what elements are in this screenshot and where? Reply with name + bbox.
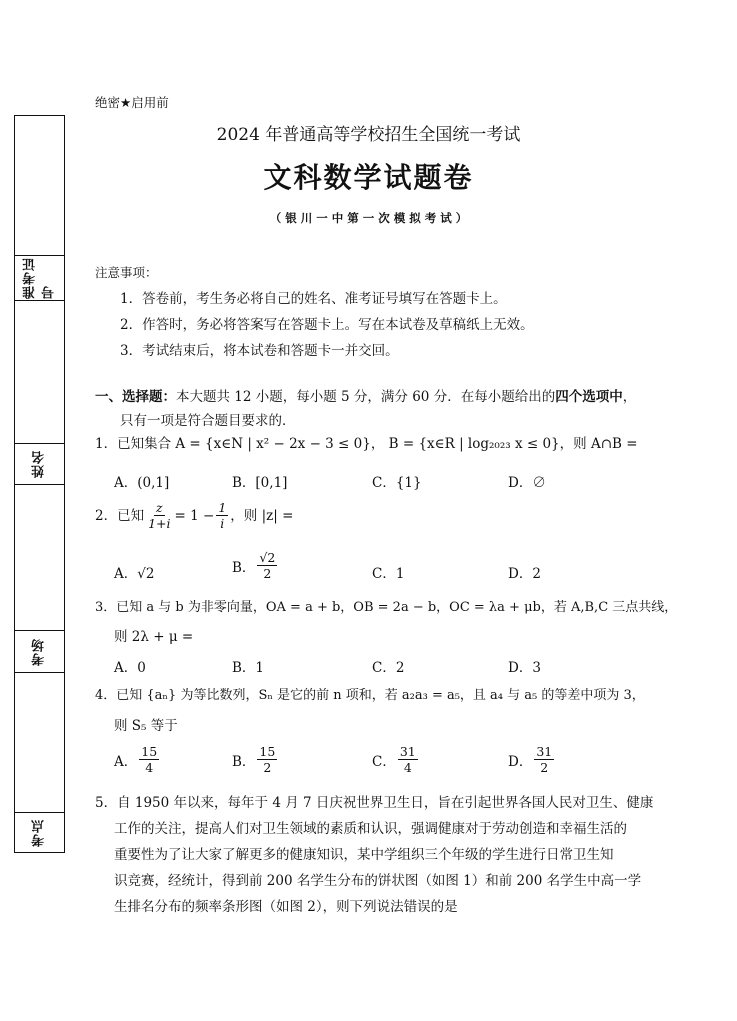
exam-title: 2024 年普通高等学校招生全国统一考试: [216, 125, 521, 145]
strip-divider: [14, 300, 65, 301]
paper-title: 文科数学试题卷: [263, 161, 474, 194]
section-title: 一、选择题：本大题共 12 小题，每小题 5 分，满分 60 分．在每小题给出的四个选项中，: [95, 389, 637, 405]
classified-mark: 绝密★启用前: [95, 95, 169, 110]
q1-option-b: B．[0,1]: [232, 475, 288, 491]
strip-label-exam-room: 考场: [32, 637, 47, 666]
q2-option-d: D．2: [508, 566, 541, 582]
q4-option-a: A． $\frac{15}{4}$: [114, 744, 158, 775]
strip-divider: [14, 255, 65, 256]
q4-option-d: D． $\frac{31}{2}$: [508, 744, 553, 775]
q4-option-b: B． $\frac{15}{2}$: [232, 744, 276, 775]
q2-option-c: C．1: [372, 566, 405, 582]
question-5-line: 工作的关注，提高人们对卫生领域的素质和认识，强调健康对于劳动创造和幸福生活的: [114, 821, 627, 837]
q3-option-b: B．1: [232, 660, 265, 676]
q2-option-b: B． $\frac{√2}{2}$: [232, 550, 276, 581]
section-subtitle: 只有一项是符合题目要求的．: [120, 413, 296, 429]
notice-item: 3．考试结束后，将本试卷和答题卡一并交回。: [120, 343, 399, 359]
question-5-line: 重要性为了让大家了解更多的健康知识，某中学组织三个年级的学生进行日常卫生知: [114, 847, 614, 863]
strip-divider: [14, 443, 65, 444]
notice-item: 1．答卷前，考生务必将自己的姓名、准考证号填写在答题卡上。: [120, 291, 507, 307]
q3-option-d: D．3: [508, 660, 541, 676]
question-3-line2: 则 2λ + μ =: [114, 629, 194, 645]
question-5-line: 生排名分布的频率条形图（如图 2），则下列说法错误的是: [114, 899, 458, 915]
question-5-line: 5．自 1950 年以来，每年于 4 月 7 日庆祝世界卫生日，旨在引起世界各国人民对卫生、健康: [95, 795, 654, 811]
strip-divider: [14, 630, 65, 631]
question-3-stem: 3．已知 a 与 b 为非零向量，OA = a + b，OB = 2a − b，OC = λa + μb，若 A,B,C 三点共线，: [95, 600, 678, 615]
paper-subtitle: （ 银 川 一 中 第 一 次 模 拟 考 试 ）: [269, 211, 468, 225]
notice-heading: 注意事项：: [95, 265, 158, 280]
strip-divider: [14, 812, 65, 813]
q2-option-a: A．√2: [114, 566, 155, 582]
q3-option-a: A．0: [114, 660, 146, 676]
q3-option-c: C．2: [372, 660, 405, 676]
strip-divider: [14, 672, 65, 673]
q1-option-d: D．∅: [508, 475, 546, 491]
notice-item: 2．作答时，务必将答案写在答题卡上。写在本试卷及草稿纸上无效。: [120, 317, 534, 333]
question-4-line2: 则 S₅ 等于: [114, 718, 178, 734]
question-4-stem: 4．已知 {aₙ} 为等比数列，Sₙ 是它的前 n 项和，若 a₂a₃ = a₅，且 a₄ 与 a₅ 的等差中项为 3，: [95, 688, 645, 703]
strip-label-exam-number: 准考证号: [22, 257, 57, 299]
q1-option-a: A．(0,1]: [114, 475, 170, 491]
question-2-stem: 2．已知 $\frac{z}{1+i}$ = 1 − $\frac{1}{i}$ ，则 |z| =: [95, 500, 294, 531]
question-5-line: 识竞赛，经统计，得到前 200 名学生分布的饼状图（如图 1）和前 200 名学生中高一学: [114, 873, 642, 889]
strip-label-name: 姓名: [32, 450, 47, 478]
strip-divider: [14, 484, 65, 485]
q1-option-c: C．{1}: [372, 475, 422, 491]
strip-label-exam-site: 考点: [32, 818, 47, 847]
q4-option-c: C． $\frac{31}{4}$: [372, 744, 416, 775]
question-1-stem: 1．已知集合 A = {x∈N | x² − 2x − 3 ≤ 0}， B = {x∈R | log₂₀₂₃ x ≤ 0}，则 A∩B =: [95, 436, 638, 452]
